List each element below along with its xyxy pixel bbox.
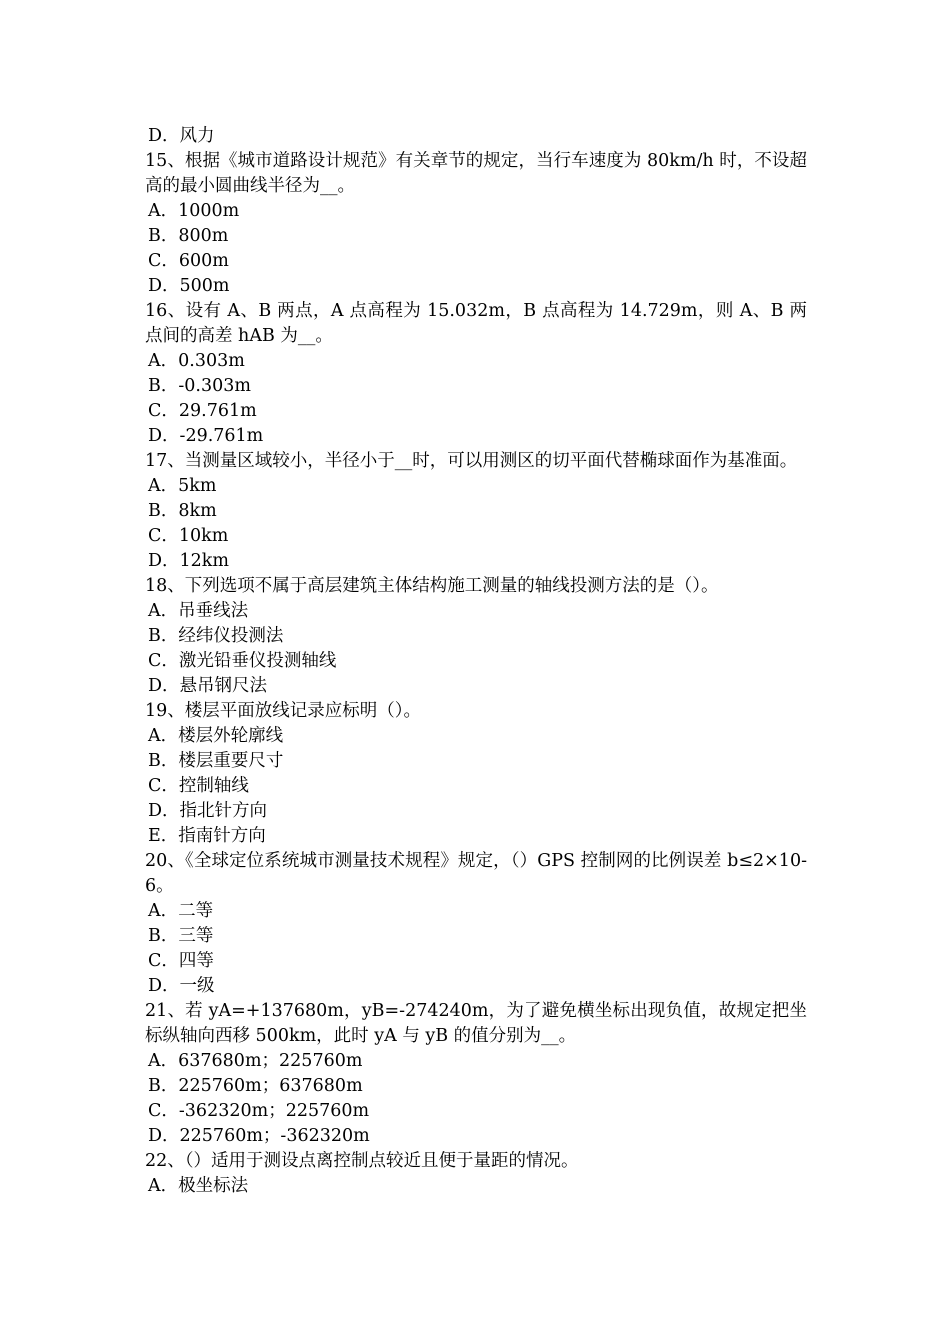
answer-option: B．楼层重要尺寸	[148, 751, 284, 771]
answer-option: D．悬吊钢尺法	[148, 676, 268, 696]
answer-option: C．四等	[148, 951, 214, 971]
answer-option: B．800m	[148, 226, 229, 246]
question-text: 22、（）适用于测设点离控制点较近且便于量距的情况。	[145, 1151, 579, 1171]
answer-option: E．指南针方向	[148, 826, 266, 846]
answer-option: D．225760m；-362320m	[148, 1126, 370, 1146]
answer-option: C．激光铅垂仪投测轴线	[148, 651, 337, 671]
question-text: 21、若 yA=+137680m，yB=-274240m，为了避免横坐标出现负值，故规定把坐标纵轴向西移 500km，此时 yA 与 yB 的值分别为__。	[145, 1001, 807, 1046]
answer-option: A．极坐标法	[148, 1176, 249, 1196]
answer-option: C．29.761m	[148, 401, 257, 421]
answer-option: A．二等	[148, 901, 214, 921]
answer-option: B．225760m；637680m	[148, 1076, 363, 1096]
answer-option: B．-0.303m	[148, 376, 251, 396]
answer-option: A．637680m；225760m	[148, 1051, 363, 1071]
question-text: 17、当测量区域较小，半径小于__时，可以用测区的切平面代替椭球面作为基准面。	[145, 451, 798, 471]
answer-option: A．0.303m	[148, 351, 245, 371]
answer-option: B．经纬仪投测法	[148, 626, 284, 646]
answer-option: C．600m	[148, 251, 229, 271]
answer-option: C．-362320m；225760m	[148, 1101, 370, 1121]
answer-option: B．8km	[148, 501, 217, 521]
answer-option: D．风力	[148, 126, 215, 146]
answer-option: D．指北针方向	[148, 801, 268, 821]
question-text: 19、楼层平面放线记录应标明（）。	[145, 701, 422, 721]
question-text: 20、《全球定位系统城市测量技术规程》规定，（）GPS 控制网的比例误差 b≤2×10-6。	[145, 851, 807, 896]
question-text: 15、根据《城市道路设计规范》有关章节的规定，当行车速度为 80km/h 时，不设超高的最小圆曲线半径为__。	[145, 151, 807, 196]
question-text: 18、下列选项不属于高层建筑主体结构施工测量的轴线投测方法的是（）。	[145, 576, 719, 596]
document-body	[145, 124, 807, 1199]
answer-option: D．一级	[148, 976, 215, 996]
answer-option: A．楼层外轮廓线	[148, 726, 284, 746]
answer-option: D．12km	[148, 551, 229, 571]
answer-option: C．10km	[148, 526, 229, 546]
answer-option: A．1000m	[148, 201, 240, 221]
answer-option: D．500m	[148, 276, 230, 296]
answer-option: C．控制轴线	[148, 776, 249, 796]
answer-option: B．三等	[148, 926, 214, 946]
question-text: 16、设有 A、B 两点，A 点高程为 15.032m，B 点高程为 14.729m，则 A、B 两点间的高差 hAB 为__。	[145, 301, 807, 346]
answer-option: D．-29.761m	[148, 426, 264, 446]
answer-option: A．吊垂线法	[148, 601, 249, 621]
answer-option: A．5km	[148, 476, 217, 496]
